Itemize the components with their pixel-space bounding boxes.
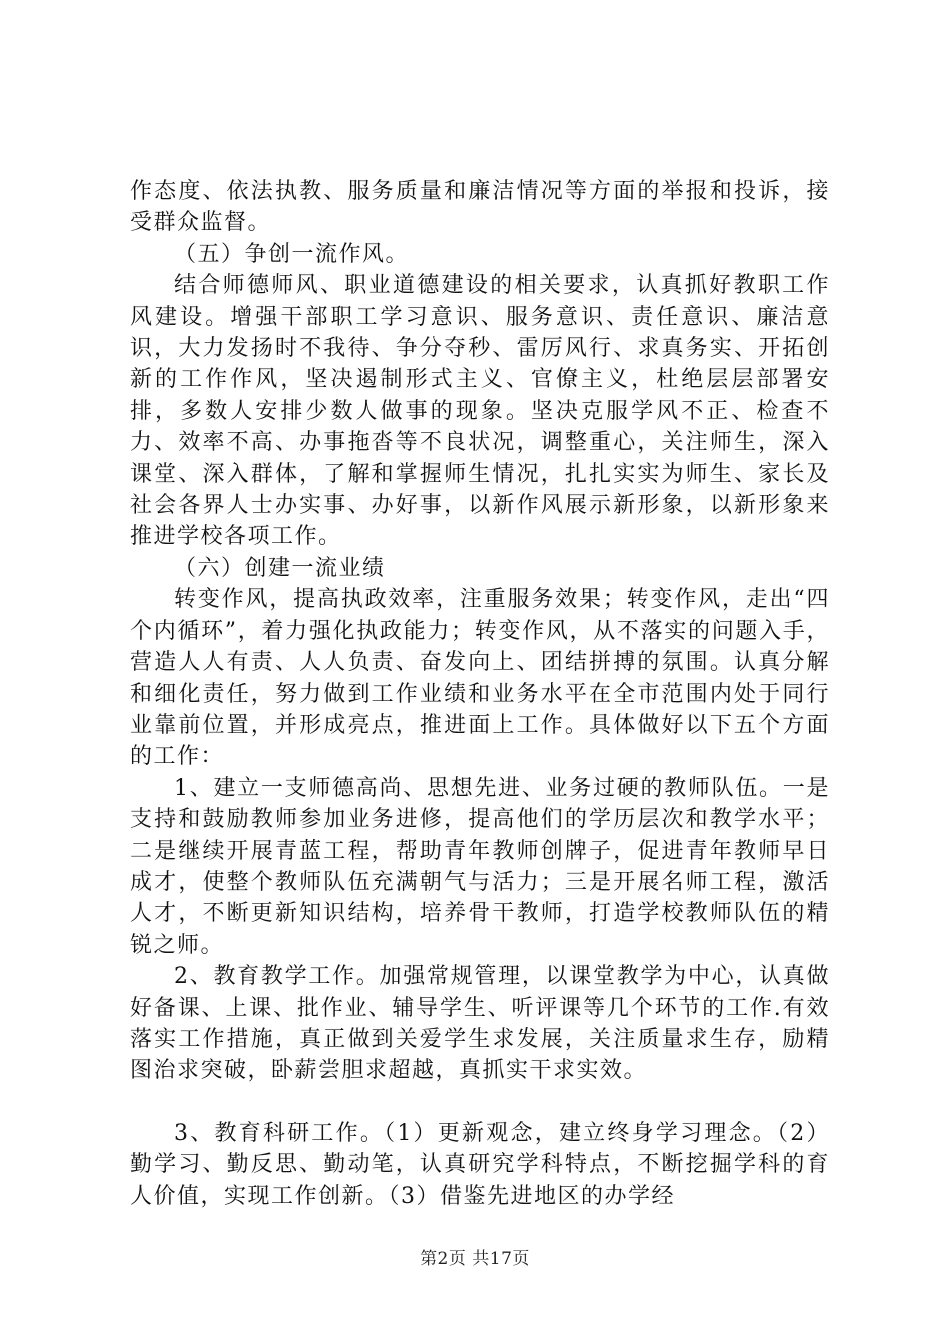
paragraph-item-2: 2、教育教学工作。加强常规管理，以课堂教学为中心，认真做好备课、上课、批作业、辅导学生、听评课等几个环节的工作.有效落实工作措施，真正做到关爱学生求发展，关注质量求生存，励精图治求突破，卧薪尝胆求超越，真抓实干求实效。: [130, 964, 830, 1084]
paragraph-item-3: 3、教育科研工作。（1）更新观念，建立终身学习理念。（2）勤学习、勤反思、勤动笔，认真研究学科特点，不断挖掘学科的育人价值，实现工作创新。（3）借鉴先进地区的办学经: [130, 1120, 830, 1209]
paragraph-continuation: 作态度、依法执教、服务质量和廉洁情况等方面的举报和投诉，接受群众监督。: [130, 179, 830, 236]
paragraph-work-style: 结合师德师风、职业道德建设的相关要求，认真抓好教职工作风建设。增强干部职工学习意识、服务意识、责任意识、廉洁意识，大力发扬时不我待、争分夺秒、雷厉风行、求真务实、开拓创新的工作作风，坚决遏制形式主义、官僚主义，杜绝层层部署安排，多数人安排少数人做事的现象。坚决克服学风不正、检查不力、效率不高、办事拖沓等不良状况，调整重心，关注师生，深入课堂、深入群体，了解和掌握师生情况，扎扎实实为师生、家长及社会各界人士办实事、办好事，以新作风展示新形象，以新形象来推进学校各项工作。: [130, 273, 830, 550]
page-number-footer: 第2页 共17页: [420, 1249, 530, 1269]
paragraph-performance: 转变作风，提高执政效率，注重服务效果；转变作风，走出“四个内循环”，着力强化执政能力；转变作风，从不落实的问题入手，营造人人有责、人人负责、奋发向上、团结拼搏的氛围。认真分解和细化责任，努力做到工作业绩和业务水平在全市范围内处于同行业靠前位置，并形成亮点，推进面上工作。具体做好以下五个方面的工作：: [130, 587, 830, 770]
document-body: [130, 176, 830, 1212]
paragraph-item-1: 1、建立一支师德高尚、思想先进、业务过硬的教师队伍。一是支持和鼓励教师参加业务进修，提高他们的学历层次和教学水平；二是继续开展青蓝工程，帮助青年教师创牌子，促进青年教师早日成才，使整个教师队伍充满朝气与活力；三是开展名师工程，激活人才，不断更新知识结构，培养骨干教师，打造学校教师队伍的精锐之师。: [130, 775, 830, 958]
section-heading-five: （五）争创一流作风。: [174, 241, 410, 267]
section-heading-six: （六）创建一流业绩: [174, 555, 386, 581]
